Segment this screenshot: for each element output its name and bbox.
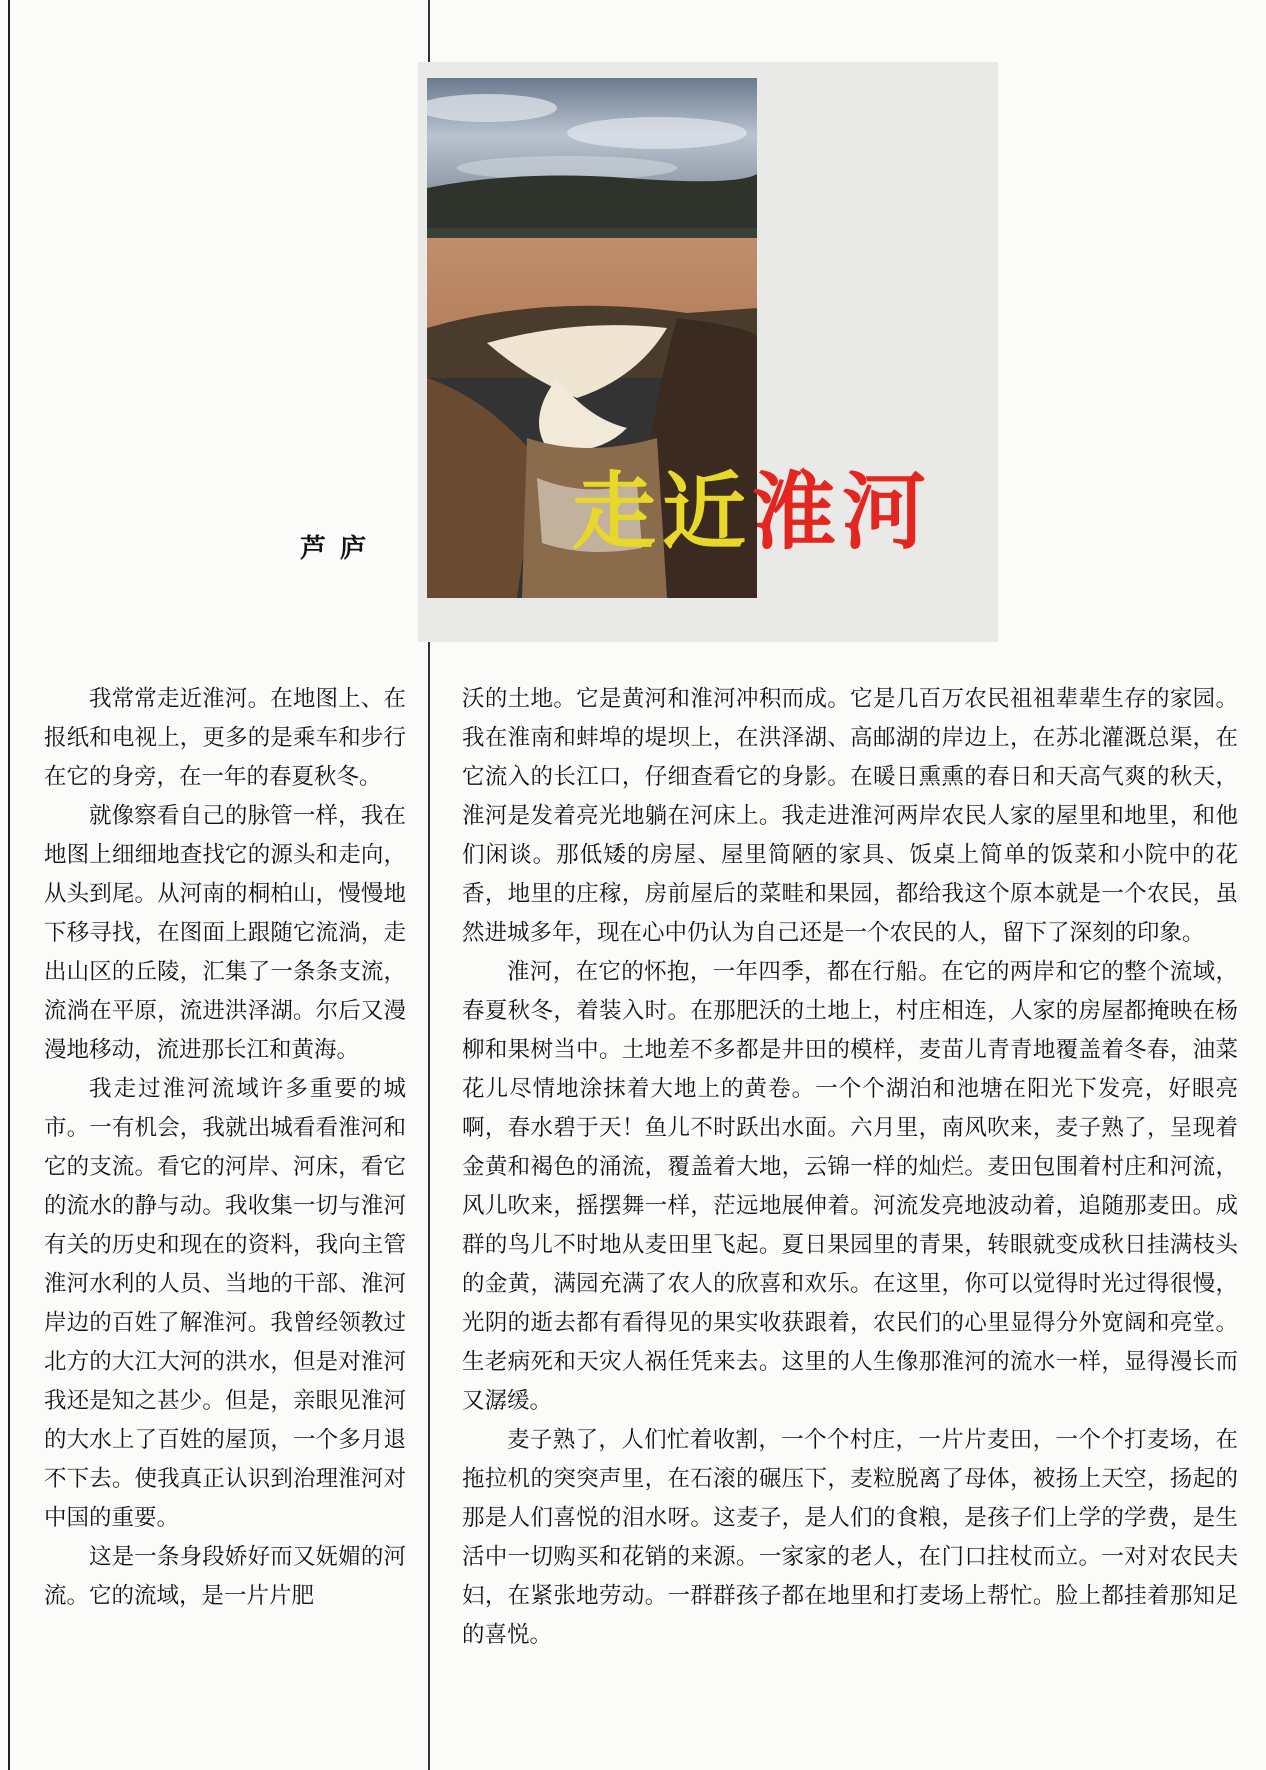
paragraph: 麦子熟了，人们忙着收割，一个个村庄，一片片麦田，一个个打麦场，在拖拉机的突突声里，在石滚的碾压下，麦粒脱离了母体，被扬上天空，扬起的那是人们喜悦的泪水呀。这麦子，是人们的食粮，是孩子们上学的学费，是生活中一切购买和花销的来源。一家家的老人，在门口拄杖而立。一对对农民夫妇，在紧张地劳动。一群群孩子都在地里和打麦场上帮忙。脸上都挂着那知足的喜悦。 [462, 1427, 1238, 1648]
left-text-column [44, 680, 406, 1616]
paragraph: 这是一条身段娇好而又妩媚的河流。它的流域，是一片片肥 [44, 1544, 406, 1609]
title-part-2: 淮河 [752, 463, 933, 561]
paragraph: 淮河，在它的怀抱，一年四季，都在行船。在它的两岸和它的整个流域，春夏秋冬，着装入时。在那肥沃的土地上，村庄相连，人家的房屋都掩映在杨柳和果树当中。土地差不多都是井田的模样，麦苗儿青青地覆盖着冬春，油菜花儿尽情地涂抹着大地上的黄卷。一个个湖泊和池塘在阳光下发亮，好眼亮啊，春水碧于天！鱼儿不时跃出水面。六月里，南风吹来，麦子熟了，呈现着金黄和褐色的涌流，覆盖着大地，云锦一样的灿烂。麦田包围着村庄和河流，风儿吹来，摇摆舞一样，茫远地展伸着。河流发亮地波动着，追随那麦田。成群的鸟儿不时地从麦田里飞起。夏日果园里的青果，转眼就变成秋日挂满枝头的金黄，满园充满了农人的欣喜和欢乐。在这里，你可以觉得时光过得很慢，光阴的逝去都有看得见的果实收获跟着，农民们的心里显得分外宽阔和亮堂。生老病死和天灾人祸任凭来去。这里的人生像那淮河的流水一样，显得漫长而又潺缓。 [462, 959, 1238, 1414]
title-part-1: 走近 [572, 463, 753, 561]
left-margin-rule [8, 0, 10, 1770]
paragraph-continued: 沃的土地。它是黄河和淮河冲积而成。它是几百万农民祖祖辈辈生存的家园。我在淮南和蚌埠的堤坝上，在洪泽湖、高邮湖的岸边上，在苏北灌溉总渠，在它流入的长江口，仔细查看它的身影。在暖日熏熏的春日和天高气爽的秋天，淮河是发着亮光地躺在河床上。我走进淮河两岸农民人家的屋里和地里，和他们闲谈。那低矮的房屋、屋里简陋的家具、饭桌上简单的饭菜和小院中的花香，地里的庄稼，房前屋后的菜畦和果园，都给我这个原本就是一个农民，虽然进城多年，现在心中仍认为自己还是一个农民的人，留下了深刻的印象。 [462, 686, 1238, 946]
paragraph: 就像察看自己的脉管一样，我在地图上细细地查找它的源头和走向，从头到尾。从河南的桐柏山，慢慢地下移寻找，在图面上跟随它流淌，走出山区的丘陵，汇集了一条条支流，流淌在平原，流进洪泽湖。尔后又漫漫地移动，流进那长江和黄海。 [44, 803, 406, 1063]
paragraph: 我走过淮河流域许多重要的城市。一有机会，我就出城看看淮河和它的支流。看它的河岸、河床，看它的流水的静与动。我收集一切与淮河有关的历史和现在的资料，我向主管淮河水利的人员、当地的干部、淮河岸边的百姓了解淮河。我曾经领教过北方的大江大河的洪水，但是对淮河我还是知之甚少。但是，亲眼见淮河的大水上了百姓的屋顶，一个多月退不下去。使我真正认识到治理淮河对中国的重要。 [44, 1076, 406, 1531]
paragraph: 我常常走近淮河。在地图上、在报纸和电视上，更多的是乘车和步行在它的身旁，在一年的春夏秋冬。 [44, 686, 406, 790]
right-text-column [462, 680, 1238, 1655]
article-title [572, 463, 933, 561]
author-name: 芦庐 [300, 534, 381, 564]
